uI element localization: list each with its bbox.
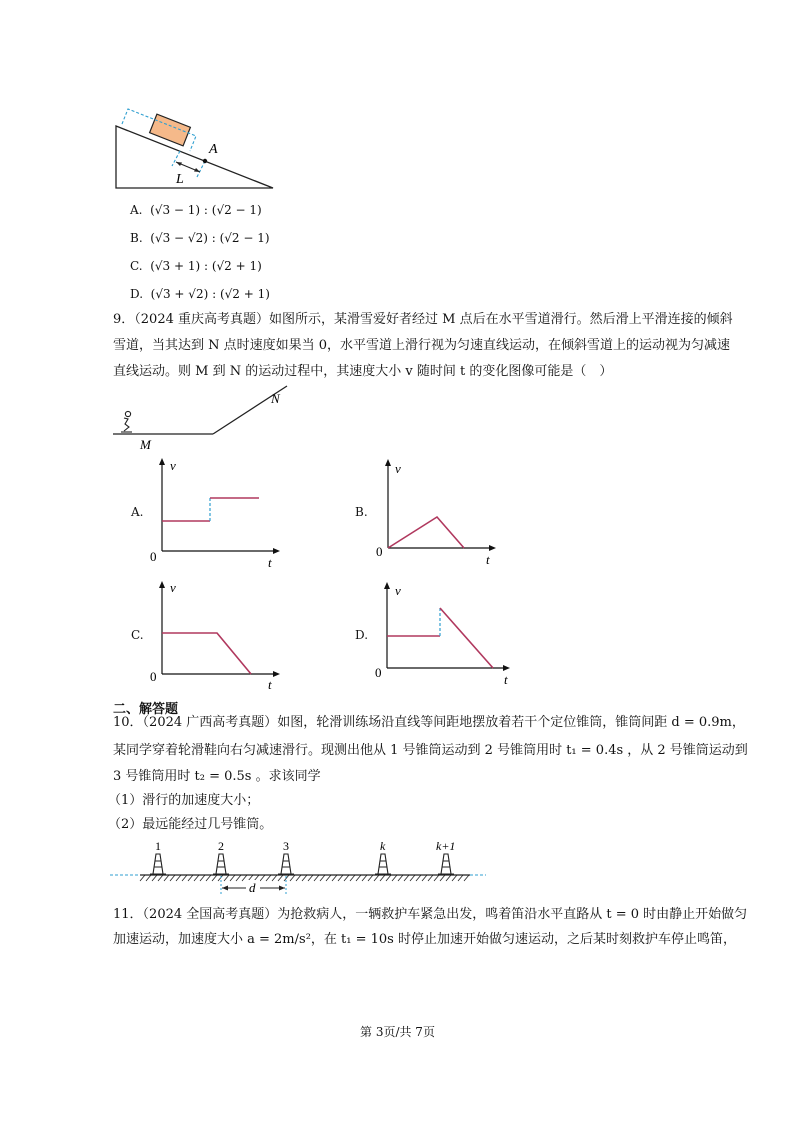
q10-line-2: 某同学穿着轮滑鞋向右匀减速滑行。现测出他从 1 号锥筒运动到 2 号锥筒用时 t₁ = 0.4s ，从 2 号锥筒运动到 [113, 743, 748, 758]
q9-line-1: 9．（2024 重庆高考真题）如图所示，某滑雪爱好者经过 M 点后在水平雪道滑行。然后滑上平滑连接的倾斜 [113, 312, 733, 327]
graph-a-origin: 0 [150, 549, 157, 564]
svg-text:3: 3 [283, 839, 289, 853]
graph-b-y-label: v [395, 461, 401, 476]
svg-text:1: 1 [155, 839, 161, 853]
page-number: 第 3页/共 7页 [360, 1025, 435, 1039]
graph-a-axes [162, 463, 276, 551]
graph-b-axes [388, 465, 492, 548]
cone-3 [278, 839, 294, 874]
graph-d-axes [387, 588, 506, 668]
cone-k-plus-1 [436, 839, 455, 874]
graph-d-segment-2 [440, 608, 493, 668]
cone-2 [213, 839, 229, 874]
q11-line-1: 11．（2024 全国高考真题）为抢救病人，一辆救护车紧急出发，鸣着笛沿水平直路从 t = 0 时由静止开始做匀 [113, 907, 748, 922]
cone-1 [150, 839, 166, 874]
graph-c-axes [162, 587, 276, 674]
q8-option-a[interactable]: A. (√3 − 1) : (√2 − 1) [130, 203, 262, 217]
graph-b-label[interactable]: B. [355, 505, 368, 519]
q9-line-2: 雪道，当其达到 N 点时速度如果当 0，水平雪道上滑行视为匀速直线运动，在倾斜雪道上的运动视为匀减速 [113, 338, 731, 353]
dashed-edge-lower [197, 161, 205, 177]
ground-hatching [140, 875, 469, 881]
label-L: L [176, 172, 184, 187]
graph-d-label[interactable]: D. [355, 628, 369, 642]
graph-c-line [162, 633, 251, 674]
cone-track-figure [110, 838, 488, 900]
q8-option-b[interactable]: B. (√3 − √2) : (√2 − 1) [130, 231, 270, 245]
graph-c-label[interactable]: C. [131, 628, 144, 642]
label-A: A [209, 142, 218, 157]
graph-a-y-label: v [170, 458, 176, 473]
ski-slope-figure [110, 385, 290, 455]
skier-icon [121, 411, 132, 432]
graph-c-origin: 0 [150, 669, 157, 684]
q11-line-2: 加速运动，加速度大小 a = 2m/s²，在 t₁ = 10s 时停止加速开始做匀速运动，之后某时刻救护车停止鸣笛， [113, 932, 736, 947]
label-N: N [271, 391, 280, 406]
graph-a-label[interactable]: A. [131, 505, 144, 519]
incline-block-figure [108, 106, 283, 190]
graph-b-x-label: t [486, 552, 490, 567]
section-title: 二、解答题 [113, 702, 179, 717]
svg-text:2: 2 [218, 839, 224, 853]
label-M: M [140, 437, 151, 452]
graph-c [150, 577, 285, 692]
svg-text:k: k [380, 839, 386, 853]
q9-line-3: 直线运动。则 M 到 N 的运动过程中，其速度大小 v 随时间 t 的变化图像可能是（ ） [113, 364, 613, 379]
q10-line-1: 10．（2024 广西高考真题）如图，轮滑训练场沿直线等间距地摆放着若干个定位锥筒，锥筒间距 d = 0.9m， [113, 715, 745, 730]
q8-option-c[interactable]: C. (√3 + 1) : (√2 + 1) [130, 259, 262, 273]
graph-b-origin: 0 [376, 544, 383, 559]
q10-line-3: 3 号锥筒用时 t₂ = 0.5s 。求该同学 [113, 769, 321, 784]
graph-a [150, 455, 285, 570]
q8-option-d[interactable]: D. (√3 + √2) : (√2 + 1) [130, 287, 270, 301]
graph-d [376, 579, 516, 687]
graph-d-x-label: t [504, 672, 508, 687]
graph-d-origin: 0 [375, 665, 382, 680]
graph-c-x-label: t [268, 677, 272, 692]
q10-sub-2: （2）最远能经过几号锥筒。 [108, 817, 273, 832]
svg-text:k+1: k+1 [436, 839, 456, 853]
graph-b [378, 456, 503, 568]
graph-a-x-label: t [268, 555, 272, 570]
graph-c-y-label: v [170, 580, 176, 595]
label-d: d [249, 880, 256, 895]
cone-k [375, 839, 391, 874]
q10-sub-1: （1）滑行的加速度大小； [108, 793, 260, 808]
graph-b-line [388, 517, 464, 548]
graph-d-y-label: v [395, 583, 401, 598]
point-A [203, 159, 207, 163]
